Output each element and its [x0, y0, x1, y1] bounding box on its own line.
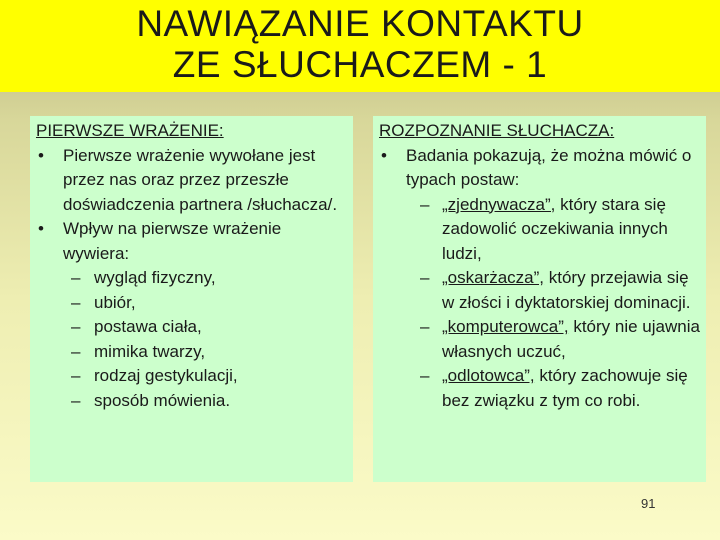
sub-item	[36, 340, 349, 365]
dash-icon: –	[420, 317, 430, 336]
attitude-type-desc: który stara się zadowolić oczekiwania innych ludzi,	[442, 194, 668, 263]
page-number: 91	[641, 496, 656, 511]
dash-icon: –	[420, 268, 430, 287]
attitude-type-name: „komputerowca”,	[442, 317, 569, 336]
sub-item-text: wygląd fizyczny,	[94, 268, 216, 287]
sub-item-text: rodzaj gestykulacji,	[94, 366, 238, 385]
sub-item-text: mimika twarzy,	[94, 341, 206, 361]
sub-item-text: postawa ciała,	[94, 317, 202, 336]
sub-item	[36, 315, 349, 340]
attitude-type-item	[379, 364, 702, 413]
bullet-icon: •	[381, 145, 387, 165]
attitude-type-item	[379, 315, 702, 364]
attitude-type-item	[379, 266, 702, 315]
attitude-type-desc: który zachowuje się bez związku z tym co robi.	[442, 366, 688, 410]
title-line-1: NAWIĄZANIE KONTAKTU	[136, 3, 584, 44]
sub-item-text: ubiór,	[94, 292, 136, 312]
bullet-item	[36, 217, 349, 266]
dash-icon: –	[71, 268, 81, 287]
attitude-type-name: „odlotowca”,	[442, 366, 535, 385]
title-line-2: ZE SŁUCHACZEM - 1	[172, 44, 548, 85]
bullet-text: Wpływ na pierwsze wrażenie wywiera:	[63, 219, 282, 263]
attitude-type-item	[379, 193, 702, 267]
dash-icon: –	[71, 317, 81, 336]
sub-item	[36, 291, 349, 316]
dash-icon: –	[71, 292, 81, 312]
dash-icon: –	[71, 366, 81, 385]
bullet-text: Badania pokazują, że można mówić o typach postaw:	[406, 145, 692, 189]
attitude-type-desc: który przejawia się w złości i dyktatorskiej dominacji.	[442, 268, 691, 312]
bullet-icon: •	[38, 219, 44, 238]
dash-icon: –	[420, 366, 430, 385]
first-impression-panel	[30, 116, 353, 482]
bullet-item	[36, 144, 349, 218]
dash-icon: –	[71, 390, 81, 410]
right-heading: ROZPOZNANIE SŁUCHACZA:	[379, 121, 615, 140]
sub-item	[36, 389, 349, 414]
dash-icon: –	[420, 194, 430, 214]
bullet-icon: •	[38, 145, 44, 165]
left-heading: PIERWSZE WRAŻENIE:	[36, 121, 224, 140]
attitude-type-name: „oskarżacza”,	[442, 268, 545, 287]
attitude-type-name: „zjednywacza”,	[442, 194, 556, 214]
attitude-type-desc: który nie ujawnia własnych uczuć,	[442, 317, 700, 361]
sub-item-text: sposób mówienia.	[94, 390, 231, 410]
bullet-text: Pierwsze wrażenie wywołane jest przez nas oraz przez przeszłe doświadczenia partnera /słuchacza/.	[63, 145, 338, 214]
sub-item	[36, 266, 349, 291]
listener-recognition-panel	[373, 116, 706, 482]
slide-title	[0, 0, 720, 92]
sub-item	[36, 364, 349, 389]
bullet-item	[379, 144, 702, 193]
dash-icon: –	[71, 341, 81, 361]
